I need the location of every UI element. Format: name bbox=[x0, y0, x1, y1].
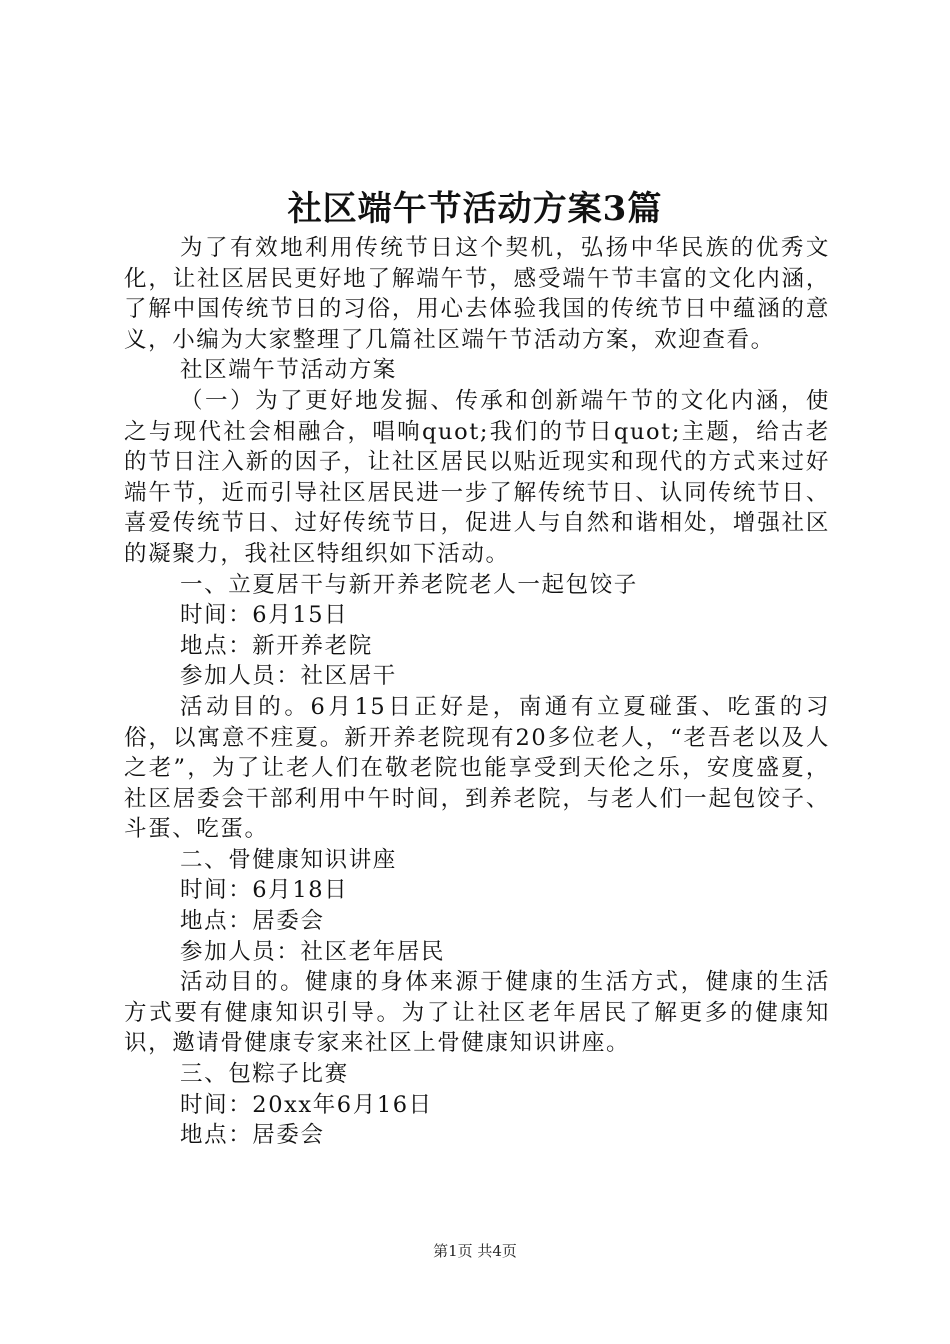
activity-participants: 参加人员：社区居干 bbox=[180, 663, 397, 690]
activity-location: 地点：新开养老院 bbox=[180, 632, 373, 659]
activity-purpose: 活动目的。健康的身体来源于健康的生活方式，健康的生活方式要有健康知识引导。为了让社区老年居民了解更多的健康知识，邀请骨健康专家来社区上骨健康知识讲座。 bbox=[124, 969, 830, 1057]
activity-heading: 三、包粽子比赛 bbox=[180, 1061, 349, 1088]
activity-time: 时间：20xx年6月16日 bbox=[180, 1091, 433, 1118]
activity-purpose: 活动目的。6月15日正好是，南通有立夏碰蛋、吃蛋的习俗，以寓意不疰夏。新开养老院现有20多位老人，“老吾老以及人之老”，为了让老人们在敬老院也能享受到天伦之乐，安度盛夏，社区居委会干部利用中午时间，到养老院，与老人们一起包饺子、斗蛋、吃蛋。 bbox=[124, 693, 830, 843]
document-title: 社区端午节活动方案3篇 bbox=[287, 189, 663, 229]
intro-paragraph: 为了有效地利用传统节日这个契机，弘扬中华民族的优秀文化，让社区居民更好地了解端午节，感受端午节丰富的文化内涵，了解中国传统节日的习俗，用心去体验我国的传统节日中蕴涵的意义，小编为大家整理了几篇社区端午节活动方案，欢迎查看。 bbox=[124, 235, 830, 353]
activity-location: 地点：居委会 bbox=[180, 1122, 325, 1149]
activity-heading: 二、骨健康知识讲座 bbox=[180, 846, 397, 873]
page-footer: 第1页 共4页 bbox=[433, 1242, 517, 1260]
activity-time: 时间：6月18日 bbox=[180, 877, 349, 904]
activity-time: 时间：6月15日 bbox=[180, 602, 349, 629]
activity-location: 地点：居委会 bbox=[180, 908, 325, 935]
document-body bbox=[124, 233, 830, 1151]
activity-participants: 参加人员：社区老年居民 bbox=[180, 938, 446, 965]
body-paragraph: （一）为了更好地发掘、传承和创新端午节的文化内涵，使之与现代社会相融合，唱响quot;我们的节日quot;主题，给古老的节日注入新的因子，让社区居民以贴近现实和现代的方式来过好端午节，近而引导社区居民进一步了解传统节日、认同传统节日、喜爱传统节日、过好传统节日，促进人与自然和谐相处，增强社区的凝聚力，我社区特组织如下活动。 bbox=[124, 387, 830, 567]
activity-heading: 一、立夏居干与新开养老院老人一起包饺子 bbox=[180, 571, 638, 598]
section-heading: 社区端午节活动方案 bbox=[180, 357, 397, 384]
